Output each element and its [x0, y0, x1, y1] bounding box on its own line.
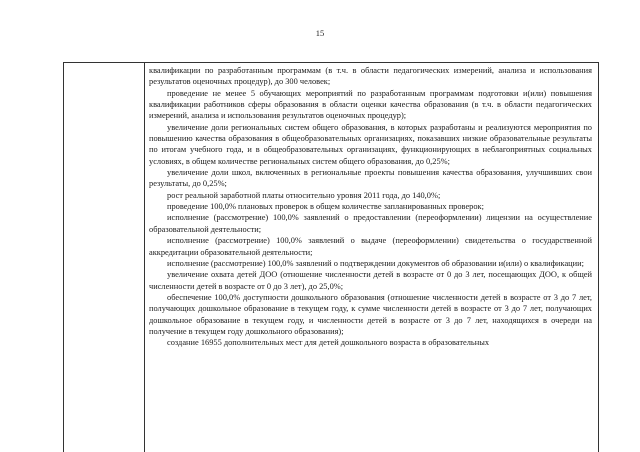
paragraph: проведение не менее 5 обучающих мероприятий по разработанным программам подготовки и(или) повышения квалификации работников сферы образования в области оценки качества образования (в т.ч. в области педагогических измерений, анализа и использования результатов оценочных процедур);	[149, 88, 592, 121]
page-number: 15	[315, 28, 325, 38]
paragraph: создание 16955 дополнительных мест для детей дошкольного возраста в образовательных	[167, 338, 490, 348]
paragraph: обеспечение 100,0% доступности дошкольного образования (отношение численности детей в возрасте от 3 до 7 лет, получающих дошкольное образование в текущем году, к сумме численности детей в возрасте от 3 до 7 лет, получающих дошкольное образование в текущем году, и численности детей в возрасте от 3 до 7 лет, находящихся в очереди на получение в текущем году дошкольного образования);	[149, 292, 592, 336]
paragraph: квалификации по разработанным программам (в т.ч. в области педагогических измерений, анализа и использования результатов оценочных процедур), до 300 человек;	[149, 66, 592, 87]
column-divider	[144, 63, 145, 452]
paragraph: увеличение охвата детей ДОО (отношение численности детей в возрасте от 0 до 3 лет, посещающих ДОО, к общей численности детей в возрасте от 0 до 3 лет), до 25,0%;	[149, 270, 592, 291]
table-cell-text	[149, 65, 592, 349]
document-table	[63, 62, 599, 452]
paragraph: исполнение (рассмотрение) 100,0% заявлений о подтверждении документов об образовании и(или) о квалификации;	[167, 258, 584, 268]
paragraph: увеличение доли школ, включенных в региональные проекты повышения качества образования, улучшивших свои результаты, до 0,25%;	[149, 168, 592, 189]
paragraph: исполнение (рассмотрение) 100,0% заявлений о выдаче (переоформлении) свидетельства о государственной аккредитации образовательной деятельности;	[149, 236, 592, 257]
paragraph: рост реальной заработной платы относительно уровня 2011 года, до 140,0%;	[167, 190, 441, 200]
paragraph: увеличение доли региональных систем общего образования, в которых разработаны и реализуются мероприятия по повышению качества образования в общеобразовательных организациях, показавших низкие образовательные результаты по итогам учебного года, и в общеобразовательных организациях, функционирующих в неблагоприятных социальных условиях, в общем количестве региональных систем общего образования, до 0,25%;	[149, 122, 592, 166]
paragraph: проведение 100,0% плановых проверок в общем количестве запланированных проверок;	[167, 202, 484, 212]
paragraph: исполнение (рассмотрение) 100,0% заявлений о предоставлении (переоформлении) лицензии на осуществление образовательной деятельности;	[149, 213, 592, 234]
